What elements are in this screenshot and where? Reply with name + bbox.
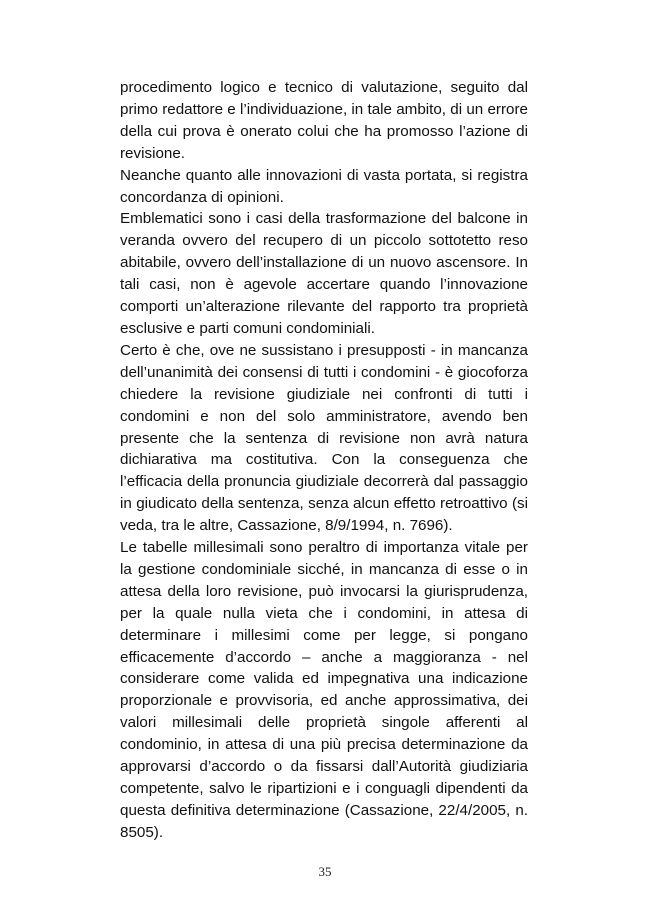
body-text — [120, 77, 528, 844]
paragraph-3: Emblematici sono i casi della trasformazione del balcone in veranda ovvero del recupero di un piccolo sottotetto reso abitabile, ovvero dell’installazione di un nuovo ascensore. In tali casi, non è agevole accertare quando l’innovazione comporti un’alterazione rilevante del rapporto tra proprietà esclusive e parti comuni condominiali. — [120, 210, 528, 337]
paragraph-4: Certo è che, ove ne sussistano i presupposti - in mancanza dell’unanimità dei consensi di tutti i condomini - è giocoforza chiedere la revisione giudiziale nei confronti di tutti i condomini e non del solo amministratore, avendo ben presente che la sentenza di revisione non avrà natura dichiarativa ma costitutiva. Con la conseguenza che l’efficacia della pronuncia giudiziale decorrerà dal passaggio in giudicato della sentenza, senza alcun effetto retroattivo (si veda, tra le altre, Cassazione, 8/9/1994, n. 7696). — [120, 341, 528, 535]
page-number: 35 — [318, 864, 332, 879]
paragraph-2: Neanche quanto alle innovazioni di vasta portata, si registra concordanza di opinioni. — [120, 166, 528, 206]
paragraph-1: procedimento logico e tecnico di valutazione, seguito dal primo redattore e l’individuazione, in tale ambito, di un errore della cui prova è onerato colui che ha promosso l’azione di revisione. — [120, 79, 528, 162]
paragraph-5: Le tabelle millesimali sono peraltro di importanza vitale per la gestione condominiale sicché, in mancanza di esse o in attesa della loro revisione, può invocarsi la giurisprudenza, per la quale nulla vieta che i condomini, in attesa di determinare i millesimi come per legge, si pongano efficacemente d’accordo – anche a maggioranza - nel considerare come valida ed impegnativa una indicazione proporzionale e provvisoria, ed anche approssimativa, dei valori millesimali delle proprietà singole afferenti al condominio, in attesa di una più precisa determinazione da approvarsi d’accordo o da fissarsi dall’Autorità giudiziaria competente, salvo le ripartizioni e i conguagli dipendenti da questa definitiva determinazione (Cassazione, 22/4/2005, n. 8505). — [120, 539, 528, 841]
